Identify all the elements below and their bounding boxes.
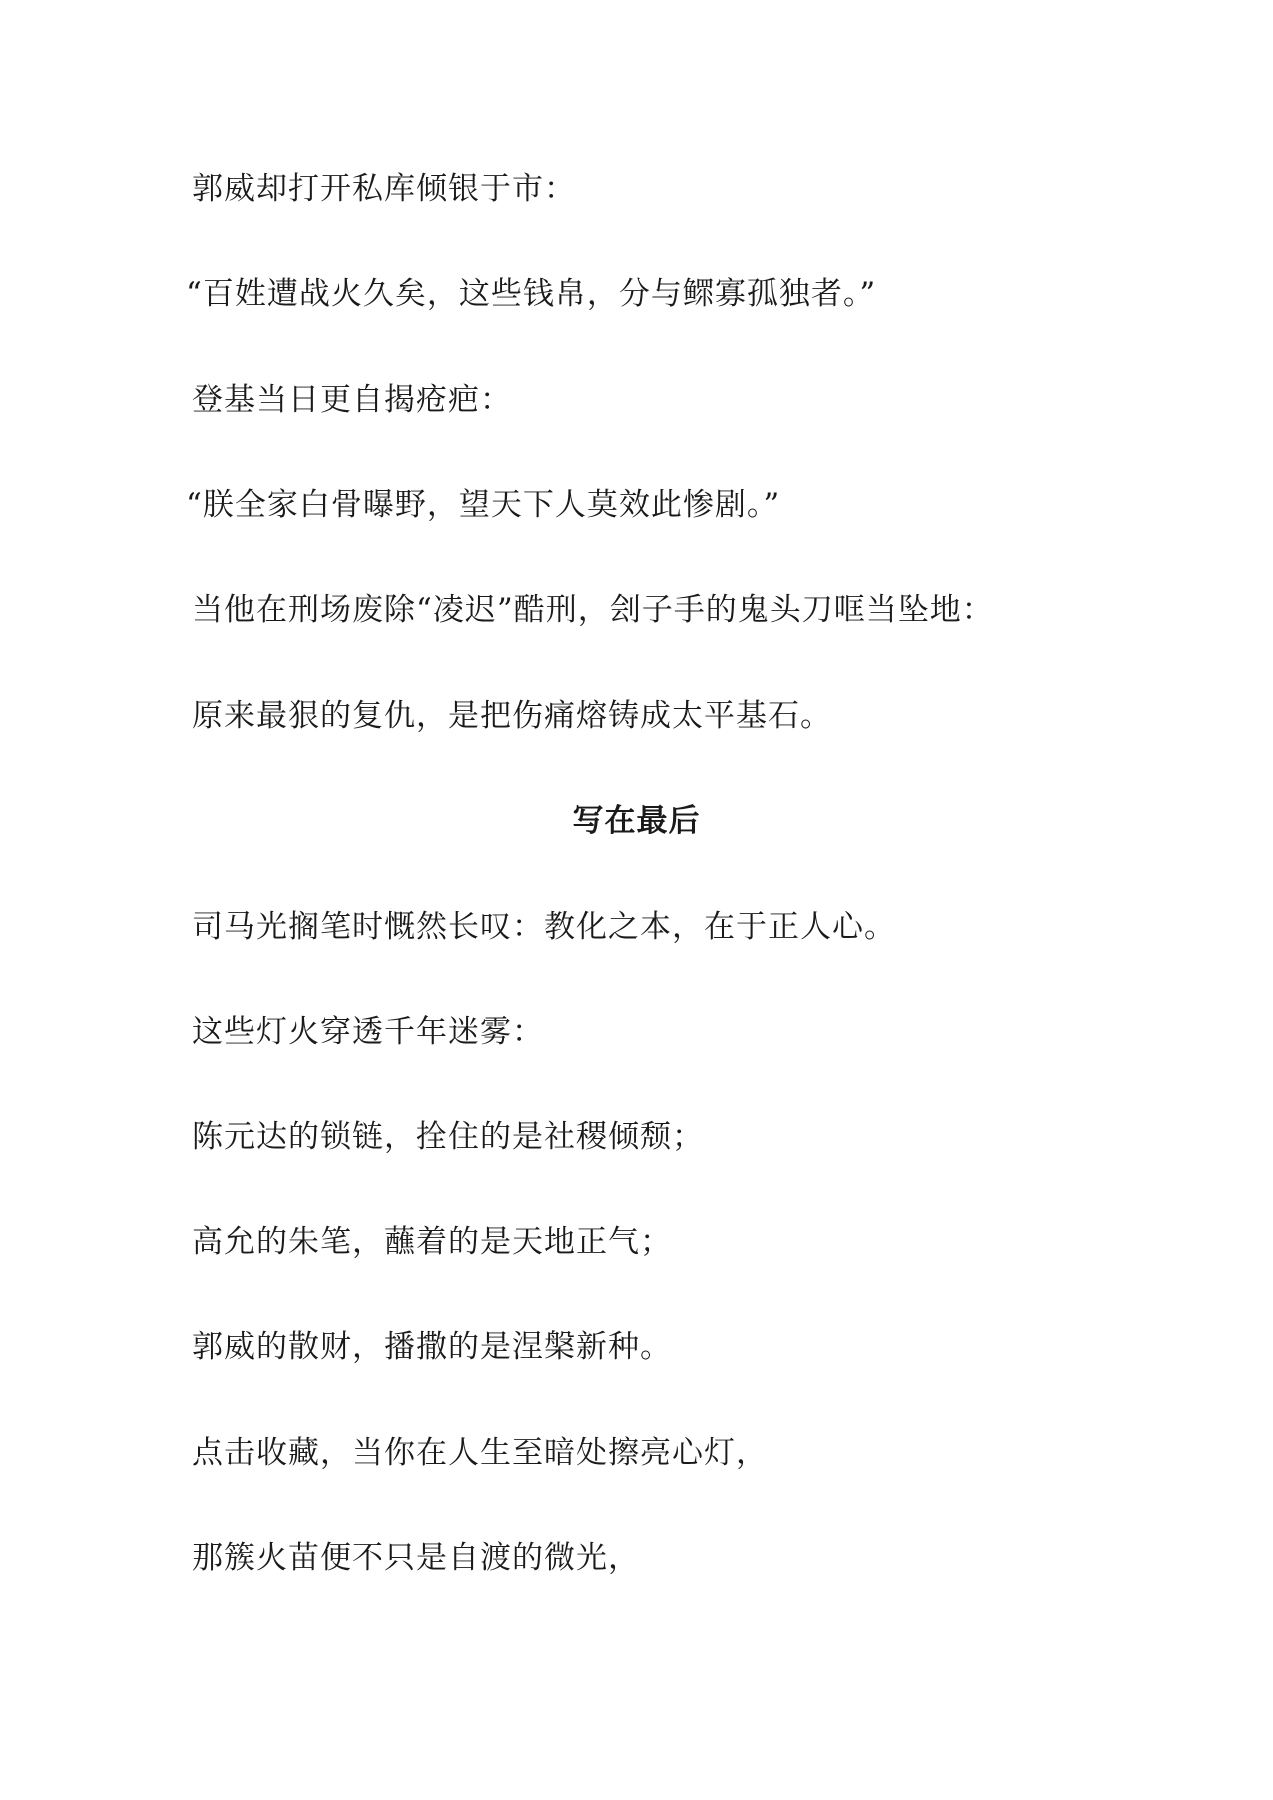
paragraph-6: 原来最狠的复仇，是把伤痛熔铸成太平基石。 [192, 698, 832, 734]
paragraph-12: 点击收藏，当你在人生至暗处擦亮心灯， [192, 1435, 768, 1471]
paragraph-2-quote: “百姓遭战火久矣，这些钱帛，分与鳏寡孤独者。” [186, 276, 877, 312]
paragraph-4-quote: “朕全家白骨曝野，望天下人莫效此惨剧。” [186, 487, 781, 523]
paragraph-1: 郭威却打开私库倾银于市： [192, 171, 576, 207]
paragraph-11: 郭威的散财，播撒的是涅槃新种。 [192, 1329, 672, 1365]
paragraph-9: 陈元达的锁链，拴住的是社稷倾颓； [192, 1119, 704, 1155]
section-heading: 写在最后 [572, 803, 701, 839]
paragraph-7: 司马光搁笔时慨然长叹：教化之本，在于正人心。 [192, 909, 896, 945]
paragraph-5: 当他在刑场废除“凌迟”酷刑，刽子手的鬼头刀哐当坠地： [192, 592, 994, 628]
paragraph-13: 那簇火苗便不只是自渡的微光， [192, 1540, 640, 1576]
paragraph-10: 高允的朱笔，蘸着的是天地正气； [192, 1224, 672, 1260]
paragraph-3: 登基当日更自揭疮疤： [192, 382, 512, 418]
paragraph-8: 这些灯火穿透千年迷雾： [192, 1014, 544, 1050]
